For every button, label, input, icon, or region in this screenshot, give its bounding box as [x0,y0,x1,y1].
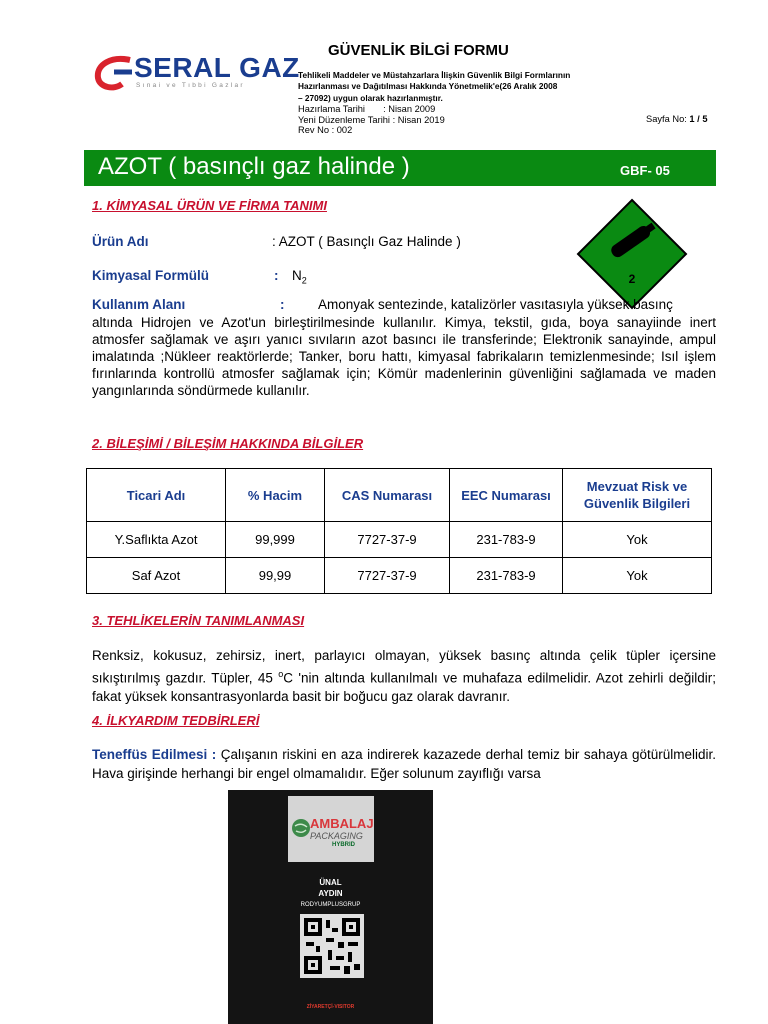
company-logo [92,50,300,98]
ad-packaging: PACKAGING [310,831,363,841]
form-code: GBF- 05 [620,163,670,178]
hazard-text-a: Renksiz, kokusuz, zehirsiz, inert, parlayıcı olmayan, yüksek basınç altında çelik tüpler içersine sıkıştırılmış gazdır. Tüpler, 45 [92,648,716,686]
col-regulation: Mevzuat Risk ve Güvenlik Bilgileri [563,469,712,522]
regulation-line: Hazırlanması ve Dağıtılması Hakkında Yönetmelik'e(26 Aralık 2008 [298,81,558,92]
hazard-description [92,647,716,706]
product-name-value: : AZOT ( Basınçlı Gaz Halinde ) [272,234,461,249]
table-row [87,522,712,558]
cell-volume: 99,99 [226,558,325,594]
ad-visitor-badge: ZİYARETÇİ-VISITOR [306,1004,355,1010]
product-banner [84,150,716,186]
usage-label: Kullanım Alanı [92,297,186,312]
col-trade-name: Ticari Adı [87,469,226,522]
degree-symbol: o [278,669,284,679]
formula-colon: : [274,268,279,283]
cell-eec: 231-783-9 [450,522,563,558]
hazard-text-b: C 'nin altında kullanılmalı ve muhafaza edilmelidir. Azot zehirli değildir; fakat yüksek konsantrasyonlarda basit bir boğucu gaz olarak davranır. [92,670,716,704]
cell-trade-name: Saf Azot [87,558,226,594]
col-eec: EEC Numarası [450,469,563,522]
cell-trade-name: Y.Saflıkta Azot [87,522,226,558]
page-label: Sayfa No: [646,114,687,124]
col-cas: CAS Numarası [325,469,450,522]
globe-icon [291,818,311,838]
section-4-heading: 4. İLKYARDIM TEDBİRLERİ [92,713,260,728]
inhalation-label: Teneffüs Edilmesi : [92,747,217,762]
ad-name-last: AYDIN [318,889,343,898]
formula-label: Kimyasal Formülü [92,268,210,283]
banner-title: AZOT ( basınçlı gaz halinde ) [98,153,410,180]
packaging-fair-logo [288,796,374,862]
regulation-note [298,70,616,104]
section-2-heading: 2. BİLEŞİMİ / BİLEŞİM HAKKINDA BİLGİLER [92,436,364,451]
page-number [646,114,708,124]
logo-tagline: Sınai ve Tıbbi Gazlar [136,82,245,89]
usage-text: altında Hidrojen ve Azot'un birleştirilmesinde kullanılır. Kimya, tekstil, gıda, boya sanayiinde inert atmosfer sağlamak ve aşırı yanıcı sıvıların azot basıncı ile transferinde; Elektronik sanayinde, ampul imalatında ;Nükleer reaktörlerde; Tanker, boru hattı, kimyasal fabrikaların temizlenmesinde; Isıl işlem fırınlarında kontrollü atmosfer sağlamak için; Kömür madenlerinin güvenliğini sağlamada ve maden yangınlarında söndürmede kullanılır. [92,315,716,398]
hazard-pictogram [574,196,690,312]
logo-text: SERAL GAZ [134,52,300,83]
ad-brand: AMBALAJ [310,816,374,831]
section-3-heading: 3. TEHLİKELERİN TANIMLANMASI [92,613,305,628]
cell-regulation: Yok [563,558,712,594]
regulation-line: Tehlikeli Maddeler ve Müstahzarlara İlişkin Güvenlik Bilgi Formlarının [298,70,571,80]
gas-cylinder-hazard-icon [574,196,690,312]
inhalation-text: Çalışanın riskini en aza indirerek kazazede derhal temiz bir sahaya götürülmelidir. Hava girişinde herhangi bir engel olmamalıdır. Eğer solunum zayıflığı varsa [92,747,716,781]
col-volume: % Hacim [226,469,325,522]
logo-swoosh-icon [92,54,136,94]
ad-name-first: ÜNAL [319,878,342,887]
page-value: 1 / 5 [689,114,708,124]
qr-code [300,914,364,978]
formula-symbol: N [292,268,302,283]
first-aid-inhalation [92,745,716,783]
qr-code-icon [300,914,364,978]
badge-ad-image [228,790,433,1024]
revision-date: Yeni Düzenleme Tarihi : Nisan 2019 [298,114,445,125]
ad-hybrid: HYBRID [332,842,356,848]
composition-table [86,468,712,594]
preparation-info [298,104,445,136]
formula-subscript: 2 [301,275,307,286]
product-name-label: Ürün Adı [92,234,149,249]
revision-number: Rev No : 002 [298,125,353,135]
cell-eec: 231-783-9 [450,558,563,594]
section-1-heading: 1. KİMYASAL ÜRÜN VE FİRMA TANIMI [92,198,327,213]
regulation-line: – 27092) uygun olarak hazırlanmıştır. [298,92,443,103]
usage-colon: : [280,297,285,312]
formula-value [292,268,307,286]
usage-text-first: Amonyak sentezinde, katalizörler vasıtasıyla yüksek basınç [318,297,673,312]
cell-volume: 99,999 [226,522,325,558]
cell-cas: 7727-37-9 [325,522,450,558]
cell-cas: 7727-37-9 [325,558,450,594]
table-header-row [87,469,712,522]
ad-company: RODYUMPLUSGRUP [300,902,361,908]
prep-date: Hazırlama Tarihi : Nisan 2009 [298,104,436,114]
table-row [87,558,712,594]
form-title: GÜVENLİK BİLGİ FORMU [328,42,509,59]
svg-text:2: 2 [628,272,636,286]
cell-regulation: Yok [563,522,712,558]
